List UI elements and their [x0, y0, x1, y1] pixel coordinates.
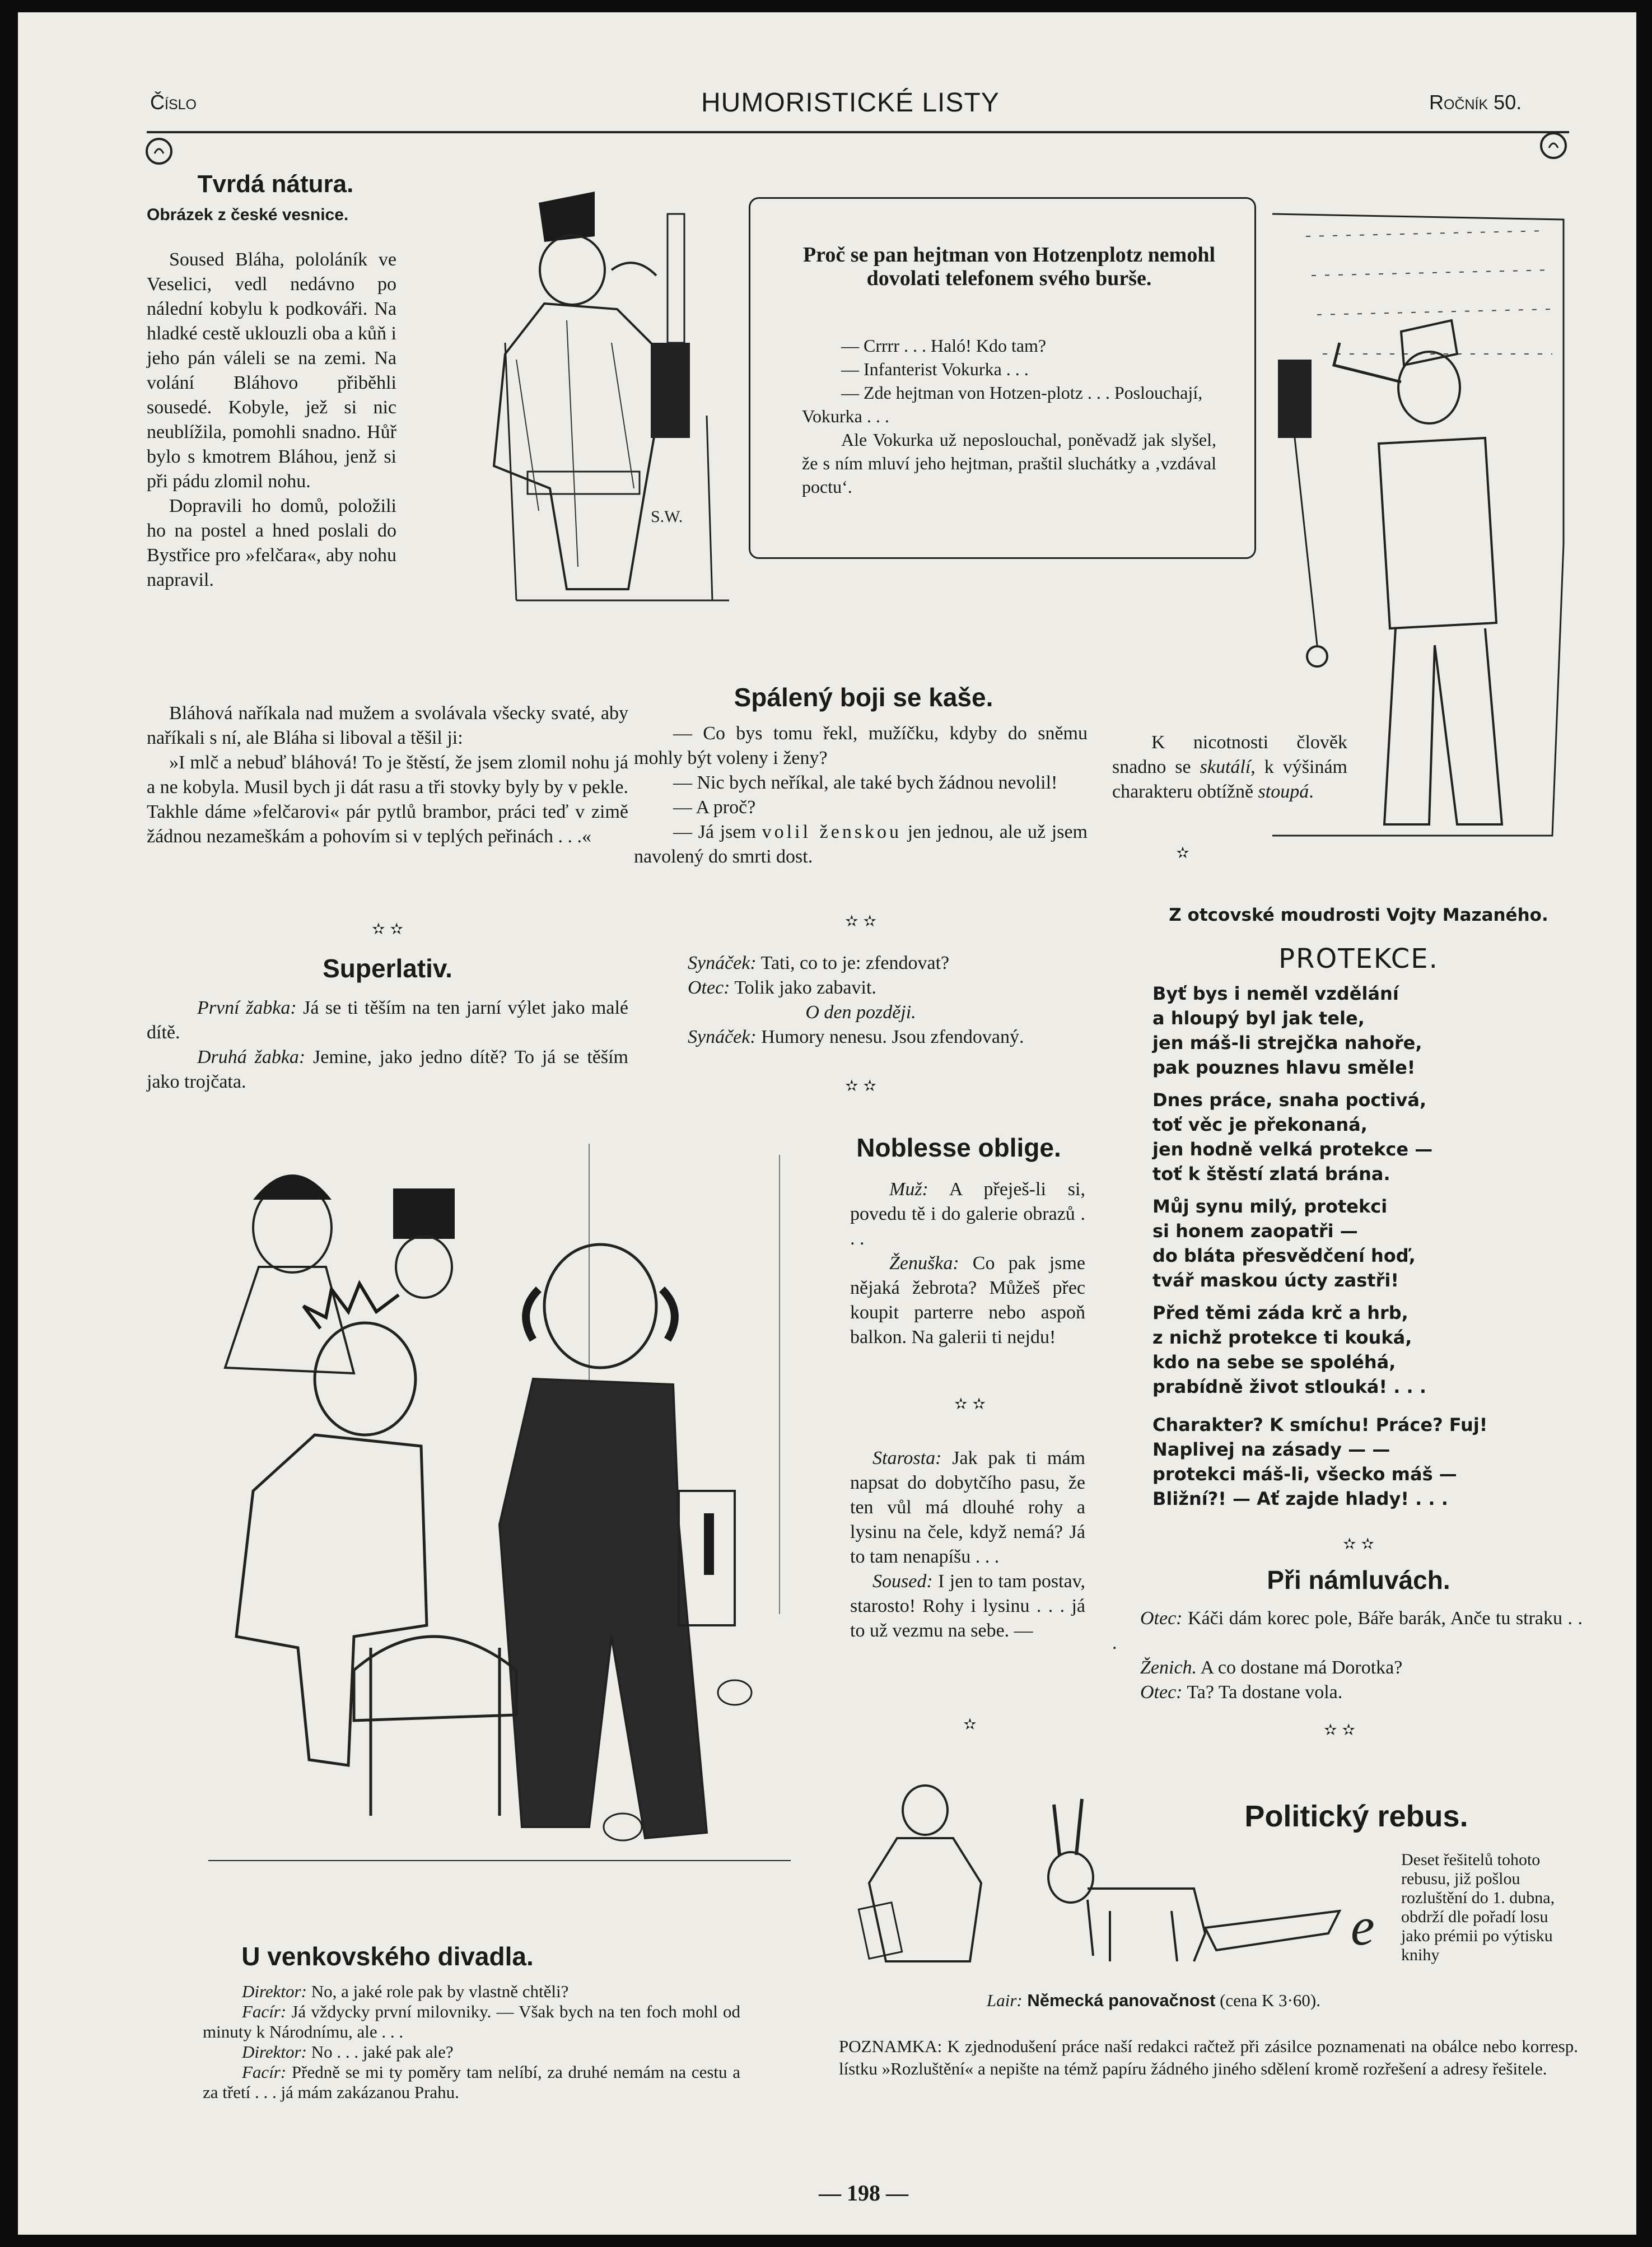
- article-title-telefon: Proč se pan hejtman von Hotzenplotz nemohl dovolati telefonem svého burše.: [802, 243, 1216, 290]
- stars-divider: ✫ ✫: [845, 1076, 876, 1095]
- poem-stanza-3: Můj synu milý, protekci si honem zaopatři — do bláta přesvědčení hoď, tvář maskou úcty zastři!: [1152, 1196, 1416, 1291]
- stars-divider: ✫ ✫: [372, 920, 403, 938]
- article-body-divadlo: Direktor: No, a jaké role pak by vlastně chtěli? Facír: Já vždycky první milovniky. — Však bych na ten foch mohl od minuty k Národnímu, ale . . . Direktor: No . . . jaké pak ale? Facír: Předně se mi ty poměry tam nelíbí, za druhé nemám na cestu a za třetí . . . já mám zakázanou Prahu.: [203, 1982, 740, 2102]
- article-body-namluvy: Otec: Káči dám korec pole, Báře barák, Anče tu straku . . . Ženich. A co dostane má Dorotka? Otec: Ta? Ta dostane vola.: [1112, 1608, 1583, 1703]
- header-rule: [147, 131, 1569, 133]
- star-ornament-icon: ✫: [963, 1715, 977, 1733]
- rebus-note: POZNAMKA: K zjednodušení práce naší redakci račtež při zásilce poznamenati na obálce nebo korresp. lístku »Rozluštění« a nepište na témž papíru žádného jiného sdělení kromě rozřešení a adresy řešitele.: [839, 2036, 1578, 2078]
- article-body-superlativ: První žabka: Já se ti těším na ten jarní výlet jako malé dítě. Druhá žabka: Jemine, jako jedno dítě? To já se těším jako trojčata.: [147, 997, 628, 1092]
- paragraph: Dopravili ho domů, položili ho na postel a hned poslali do Bystřice pro »felčara«, aby nohu napravil.: [147, 496, 396, 590]
- paragraph: Bláhová naříkala nad mužem a svolávala všecky svaté, aby naříkali s ní, ale Bláha si liboval a těšil ji:: [147, 703, 628, 748]
- header-right: Ročník 50.: [1429, 91, 1522, 114]
- speaker: Druhá žabka:: [197, 1047, 306, 1067]
- article-title-rebus: Politický rebus.: [1244, 1800, 1468, 1833]
- stars-divider: ✫ ✫: [845, 912, 876, 930]
- article-body-tvrda-cont: [147, 701, 628, 849]
- article-title-superlativ: Superlativ.: [323, 954, 452, 983]
- poem-stanza-4: Před těmi záda krč a hrb, z nichž protekce ti kouká, kdo na sebe se spoléhá, prabídně život stlouká! . . .: [1152, 1302, 1426, 1397]
- article-subtitle-tvrda: Obrázek z české vesnice.: [147, 206, 349, 224]
- stars-divider: ✫ ✫: [954, 1395, 986, 1413]
- article-title-noblesse: Noblesse oblige.: [856, 1133, 1061, 1162]
- telephone-officer-illustration: [483, 175, 746, 612]
- stars-divider: ✫ ✫: [1324, 1721, 1355, 1739]
- article-title-tvrda: Tvrdá nátura.: [197, 170, 354, 198]
- article-body-tvrda: [147, 248, 396, 593]
- article-body-humory: Synáček: Tati, co to je: zfendovat? Otec: Tolik jako zabavit. O den později. Synáček: Humory nenesu. Jsou zfendovaný.: [688, 953, 1024, 1047]
- article-title-namluvy: Při námluvách.: [1267, 1565, 1450, 1595]
- stars-divider: ✫ ✫: [1343, 1535, 1374, 1553]
- poem-title: PROTEKCE.: [1278, 943, 1439, 975]
- header-left: Číslo: [150, 91, 197, 114]
- article-body-telefon: — Crrrr . . . Haló! Kdo tam? — Infanterist Vokurka . . . — Zde hejtman von Hotzen-plotz . . . Poslouchají, Vokurka . . . Ale Vokurka už neposlouchal, poněvadž jak slyšel, že s ním mluví jeho hejtman, praštil sluchátky a ‚vzdával poctu‘.: [802, 335, 1216, 497]
- speaker: První žabka:: [197, 997, 297, 1018]
- poem-stanza-5: Charakter? K smíchu! Práce? Fuj! Naplivej na zásady — — protekci máš-li, všecko máš — Bližní?! — Ať zajde hlady! . . .: [1152, 1414, 1488, 1509]
- rebus-letter: e: [1351, 1896, 1375, 1956]
- article-title-divadlo: U venkovského divadla.: [241, 1942, 534, 1971]
- article-title-spaleny: Spálený boji se kaše.: [734, 683, 993, 712]
- star-ornament-icon: ✫: [1176, 843, 1189, 862]
- paragraph: »I mlč a nebuď bláhová! To je štěstí, že jsem zlomil nohu já a ne kobyla. Musil bych ji dát rasu a tři stovky byly by v pekle. Takhle dáme »felčarovi« pár pytlů brambor, práci teď v zimě žádnou nezameškám a pohovím si v teplých peřinách . . .«: [147, 752, 628, 847]
- paragraph: Soused Bláha, pololáník ve Veselici, vedl nedávno po nálední kobylu k podkováři. Na hladké cestě uklouzli oba a kůň i jeho pán váleli se na zemi. Na volání Bláhovo přiběhli sousedé. Kobyle, jež si nic neublížila, pomohli snadno. Hůř bylo s kmotrem Bláhou, jenž si při pádu zlomil nohu.: [147, 249, 396, 492]
- rebus-prize-book: Lair: Německá panovačnost (cena K 3·60).: [987, 1990, 1320, 2010]
- article-body-nicotnost: K nicotnosti člověk snadno se skutálí, k výšinám charakteru obtížně stoupá.: [1112, 732, 1347, 802]
- villagers-cartoon-illustration: [186, 1132, 802, 1872]
- poem-intro: Z otcovské moudrosti Vojty Mazaného.: [1169, 905, 1548, 925]
- article-body-starosta: Starosta: Jak pak ti mám napsat do dobytčího pasu, že ten vůl má dlouhé rohy a lysinu na čele, když nemá? Já to tam nenapíšu . . . Soused: I jen to tam postav, starosto! Rohy i lysinu . . . já to už vezmu na sebe. —: [850, 1448, 1085, 1641]
- article-body-noblesse: Muž: A přeješ-li si, povedu tě i do galerie obrazů . . . Ženuška: Co pak jsme nějaká žebrota? Můžeš přec koupit parterre nebo aspoň balkon. Na galerii ti nejdu!: [850, 1179, 1085, 1348]
- clock-ornament-icon: [142, 134, 176, 168]
- header-title: HUMORISTICKÉ LISTY: [701, 88, 1000, 118]
- newspaper-page: [18, 12, 1636, 2235]
- poem-stanza-2: Dnes práce, snaha poctivá, toť věc je překonaná, jen hodně velká protekce — toť k štěstí zlatá brána.: [1152, 1089, 1433, 1185]
- page-number: — 198 —: [819, 2180, 908, 2206]
- artist-signature: S.W.: [651, 507, 683, 526]
- rebus-prize-text: Deset řešitelů tohoto rebusu, již pošlou rozluštění do 1. dubna, obdrží dle pořadí losu jako prémii po výtisku knihy: [1401, 1850, 1555, 1964]
- clock-ornament-icon: [1537, 129, 1570, 162]
- article-body-spaleny: — Co bys tomu řekl, mužíčku, kdyby do sněmu mohly být voleny i ženy? — Nic bych neříkal, ale také bych žádnou nevolil! — A proč? — Já jsem volil ženskou jen jednou, ale už jsem navolený do smrti dost.: [634, 723, 1088, 867]
- poem-stanza-1: Byť bys i neměl vzdělání a hloupý byl jak tele, jen máš-li strejčka nahoře, pak pouznes hlavu směle!: [1152, 983, 1422, 1078]
